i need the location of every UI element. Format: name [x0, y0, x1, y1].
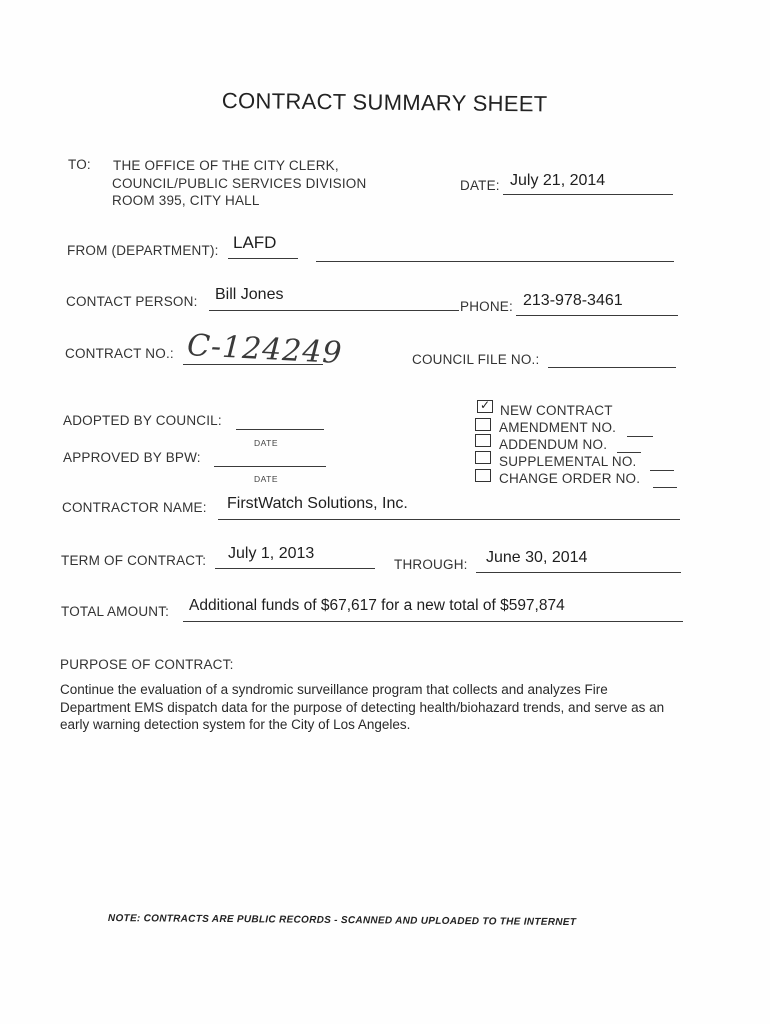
term-start-underline	[215, 568, 375, 569]
checkbox-addendum[interactable]	[475, 434, 491, 447]
to-label: TO:	[68, 157, 91, 172]
phone-underline	[516, 315, 678, 316]
purpose-label: PURPOSE OF CONTRACT:	[60, 657, 234, 672]
page-title: CONTRACT SUMMARY SHEET	[221, 88, 548, 117]
contract-no-value[interactable]: C-124249	[186, 328, 344, 372]
checkbox-new-contract[interactable]	[477, 400, 493, 413]
phone-value[interactable]: 213-978-3461	[523, 292, 623, 309]
purpose-text: Continue the evaluation of a syndromic surveillance program that collects and analyzes Fire Department EMS dispatch data for the purpose of detecting health/biohazard trends, and serve as an early warning detection system for the City of Los Angeles.	[60, 682, 665, 732]
approved-by-bpw-label: APPROVED BY BPW:	[63, 450, 201, 465]
checkbox-label-change-order: CHANGE ORDER NO.	[499, 471, 641, 486]
amendment-no-underline	[627, 436, 653, 437]
total-amount-underline	[183, 621, 683, 622]
adopted-by-council-label: ADOPTED BY COUNCIL:	[63, 413, 222, 428]
contact-person-label: CONTACT PERSON:	[66, 294, 198, 309]
contract-no-label: CONTRACT NO.:	[65, 346, 174, 361]
total-amount-label: TOTAL AMOUNT:	[61, 604, 170, 619]
to-line-2: COUNCIL/PUBLIC SERVICES DIVISION	[112, 176, 367, 191]
through-label: THROUGH:	[394, 557, 468, 572]
to-line-3: ROOM 395, CITY HALL	[112, 193, 260, 208]
checkbox-label-new-contract: NEW CONTRACT	[500, 403, 613, 418]
checkbox-label-amendment: AMENDMENT NO.	[499, 420, 617, 435]
from-department-label: FROM (DEPARTMENT):	[67, 243, 219, 258]
date-value[interactable]: July 21, 2014	[510, 172, 606, 189]
council-file-label: COUNCIL FILE NO.:	[412, 352, 540, 367]
addendum-no-underline	[617, 452, 641, 453]
term-of-contract-label: TERM OF CONTRACT:	[61, 553, 207, 568]
term-end-underline	[476, 572, 681, 573]
adopted-date-underline	[236, 429, 324, 430]
contact-person-value[interactable]: Bill Jones	[215, 286, 284, 303]
term-end-value[interactable]: June 30, 2014	[486, 549, 588, 566]
check-mark-icon: ✓	[480, 398, 491, 412]
checkbox-change-order[interactable]	[475, 469, 491, 482]
from-department-value[interactable]: LAFD	[233, 233, 277, 252]
phone-label: PHONE:	[460, 299, 513, 314]
total-amount-value[interactable]: Additional funds of $67,617 for a new total of $597,874	[189, 597, 565, 614]
contact-person-underline	[209, 310, 459, 311]
to-line-1: THE OFFICE OF THE CITY CLERK,	[113, 158, 339, 173]
checkbox-amendment[interactable]	[475, 418, 491, 431]
checkbox-supplemental[interactable]	[475, 451, 491, 464]
from-department-underline-2	[316, 261, 674, 262]
approved-date-caption: DATE	[254, 474, 279, 484]
contractor-name-label: CONTRACTOR NAME:	[62, 500, 207, 515]
contractor-name-underline	[218, 519, 680, 520]
council-file-underline	[548, 367, 676, 368]
change-order-no-underline	[653, 487, 677, 488]
checkbox-label-supplemental: SUPPLEMENTAL NO.	[499, 454, 637, 469]
date-underline	[503, 194, 673, 195]
supplemental-no-underline	[650, 470, 674, 471]
contractor-name-value[interactable]: FirstWatch Solutions, Inc.	[227, 495, 408, 512]
date-label: DATE:	[460, 178, 500, 193]
from-department-underline	[228, 258, 298, 259]
term-start-value[interactable]: July 1, 2013	[228, 545, 315, 562]
checkbox-label-addendum: ADDENDUM NO.	[499, 437, 608, 452]
public-records-note: NOTE: CONTRACTS ARE PUBLIC RECORDS - SCANNED AND UPLOADED TO THE INTERNET	[107, 913, 577, 929]
approved-date-underline	[214, 466, 326, 467]
adopted-date-caption: DATE	[254, 438, 279, 448]
contract-no-underline	[183, 364, 323, 365]
